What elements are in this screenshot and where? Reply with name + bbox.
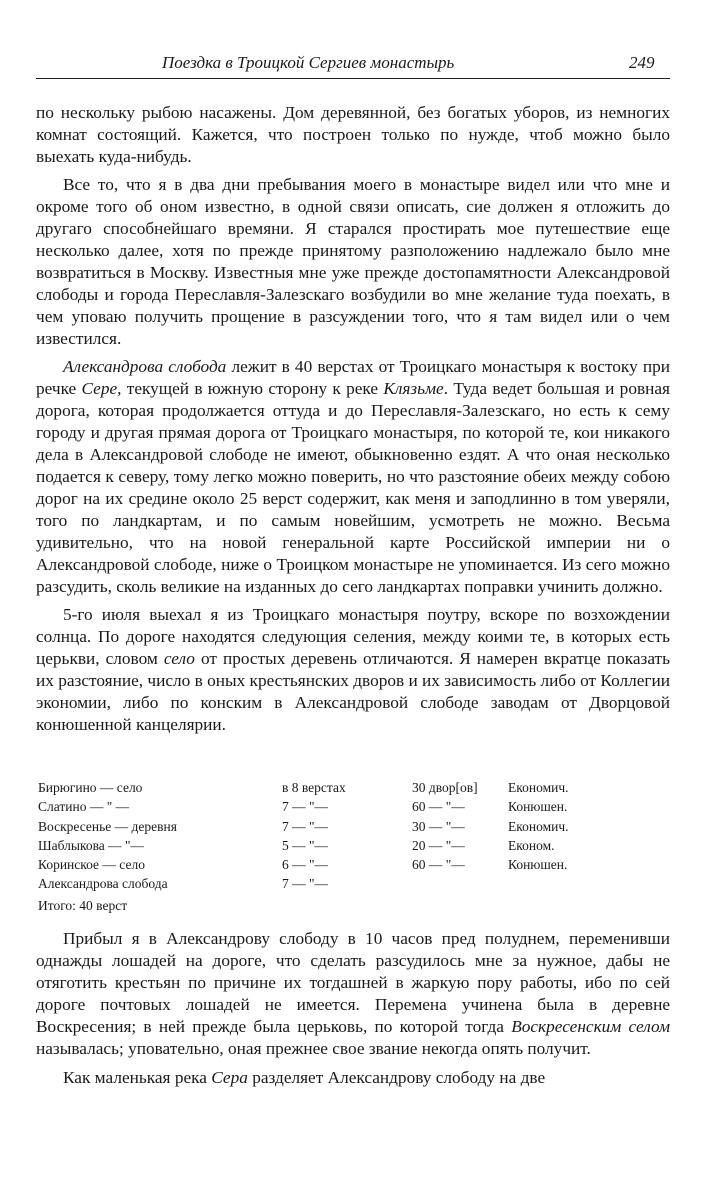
route-place: Воскресенье — деревня bbox=[38, 818, 177, 834]
italic-term: Александрова слобода bbox=[63, 357, 227, 376]
route-department: Економич. bbox=[508, 780, 569, 795]
route-distance: 7 — "— bbox=[282, 818, 329, 834]
page-number: 249 bbox=[629, 53, 655, 72]
text-run: лежит в 40 верстах от Троицкаго монастыря к востоку при речке bbox=[36, 357, 670, 398]
paragraph bbox=[36, 356, 670, 598]
paragraph bbox=[36, 928, 670, 1060]
route-yards: 60 — "— bbox=[412, 799, 465, 815]
route-yards: 30 — "— bbox=[412, 818, 465, 834]
route-department: Конюшен. bbox=[508, 857, 568, 873]
route-yards: 60 — "— bbox=[412, 857, 465, 873]
text-run: , текущей в южную сторону к реке bbox=[117, 379, 384, 398]
text-run: разделяет Александрову слободу на две bbox=[247, 1068, 546, 1087]
text-run: 5-го июля выехал я из Троицкаго монастыря поутру, вскоре по возхождении солнца. По дороге находятся следующия селения, между коими те, в которых есть церькви, словом bbox=[36, 605, 670, 668]
route-row bbox=[38, 836, 678, 855]
text-run: Как маленькая река bbox=[63, 1068, 212, 1087]
italic-term: Сере bbox=[81, 379, 118, 398]
italic-term: Воскресенским селом bbox=[511, 1017, 670, 1036]
body-text-continued bbox=[36, 928, 670, 1096]
route-yards: 20 — "— bbox=[412, 837, 465, 853]
paragraph bbox=[36, 604, 670, 736]
paragraph bbox=[36, 1067, 670, 1089]
italic-term: село bbox=[163, 649, 195, 668]
route-row bbox=[38, 855, 678, 874]
route-row bbox=[38, 797, 678, 816]
route-distance: 7 — "— bbox=[282, 876, 329, 892]
route-row bbox=[38, 817, 678, 836]
text-run: Все то, что я в два дни пребывания моего в монастыре видел или что мне и окроме того об оном известно, в одной связи описать, сие должен я отложить до другаго способнейшаго времяни. Я старался простирать мое путешествие еще несколько далее, хотя по прежде принятому разположению надлежало было мне возвратиться в Москву. Известныя мне уже прежде достопамятности Александровой слободы и города Переславля-Залезскаго возбудили во мне желание туда поехать, в чем уповаю получить прощение в разсуждении того, что я там видел или о чем известился. bbox=[36, 175, 670, 348]
paragraph bbox=[36, 102, 670, 168]
route-department: Економич. bbox=[508, 818, 569, 834]
route-row bbox=[38, 778, 678, 797]
text-run: . Туда ведет большая и ровная дорога, которая продолжается оттуда и до Переславля-Залезскаго, но есть к сему городу и другая прямая дорога от Троицкаго монастыря, по которой те, кои никакого дела в Александровой слободе не имеют, обыкновенно ездят. А что оная несколько подается к северу, тому легко можно поверить, но что разстояние обеих между собою дорог на их средине около 25 верст содержит, как меня и заподлинно в том уверяли, того по ландкартам, и по самым новейшим, усмотреть не можно. Весьма удивительно, что на новой генеральной карте Российской империи ни о Александровой слободе, ниже о Троицком монастыре не упоминается. Из сего можно разсудить, сколь великие на изданных до сего ландкартах поправки учинить должно. bbox=[36, 379, 670, 596]
route-table bbox=[38, 778, 678, 894]
paragraph bbox=[36, 174, 670, 350]
route-distance: 6 — "— bbox=[282, 857, 329, 873]
route-row bbox=[38, 874, 678, 893]
text-run: Прибыл я в Александрову слободу в 10 часов пред полуднем, переменивши однажды лошадей на дороге, что сделать разсудилось мне за нужное, дабы не отяготить крестьян по причине их тогдашней в жаркую пору работы, ибо по сей дороге почтовых лошадей не имеется. Перемена учинена была в деревне Воскресения; в ней прежде была церьковь, по которой тогда bbox=[36, 929, 670, 1036]
route-department: Конюшен. bbox=[508, 799, 568, 815]
route-distance: в 8 верстах bbox=[282, 780, 346, 795]
route-distance: 7 — "— bbox=[282, 799, 329, 815]
route-place: Шаблыкова — "— bbox=[38, 837, 145, 853]
running-head-title: Поездка в Троицкой Сергиев монастырь bbox=[162, 53, 455, 72]
route-total: Итого: 40 верст bbox=[38, 898, 128, 913]
text-run: от простых деревень отличаются. Я намерен вкратце показать их разстояние, число в оных крестьянских дворов и их зависимость либо от Коллегии экономии, либо по конским в Александровой слободе заводам от Дворцовой конюшенной канцелярии. bbox=[36, 649, 671, 734]
route-place: Александрова слобода bbox=[38, 876, 168, 892]
route-yards: 30 двор[ов] bbox=[412, 780, 478, 795]
body-text bbox=[36, 102, 670, 736]
italic-term: Клязьме bbox=[383, 379, 444, 398]
route-department: Економ. bbox=[508, 837, 555, 853]
route-place: Бирюгино — село bbox=[38, 780, 143, 795]
italic-term: Сера bbox=[211, 1068, 248, 1087]
text-run: называлась; уповательно, оная прежнее свое звание некогда опять получит. bbox=[36, 1039, 591, 1058]
route-place: Слатино — " — bbox=[38, 799, 130, 815]
header-rule bbox=[36, 78, 670, 79]
route-distance: 5 — "— bbox=[282, 837, 329, 853]
route-place: Коринское — село bbox=[38, 857, 145, 873]
running-head bbox=[0, 53, 715, 83]
text-run: по нескольку рыбою насажены. Дом деревянной, без богатых уборов, из немногих комнат состоящий. Кажется, что построен только по нужде, чтоб можно было выехать куда-нибудь. bbox=[36, 103, 670, 166]
